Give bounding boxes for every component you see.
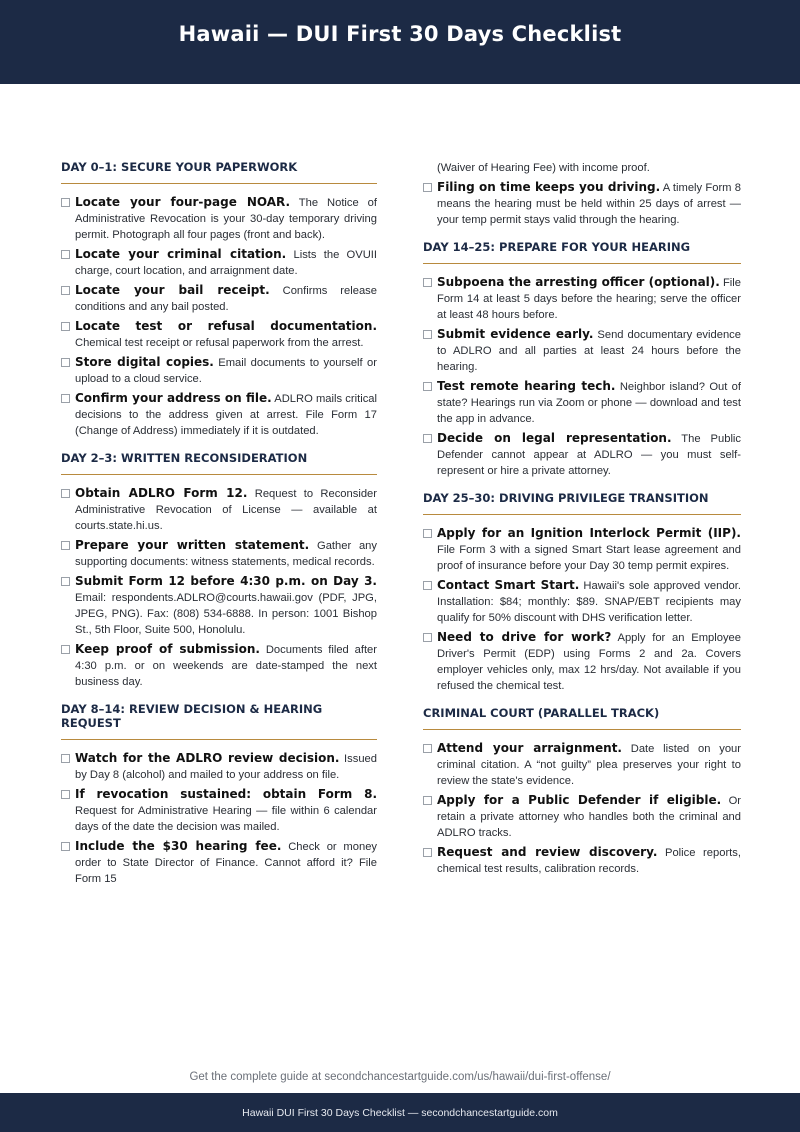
checklist-item [61,354,377,387]
item-description: Apply for an Employee Driver's Permit (EDP) using Forms 2 and 2a. Covers employer vehicles only, max 12 hrs/day. Not available if you refused the chemical test. [437,632,741,692]
checkbox-icon[interactable] [423,848,432,857]
item-title: Obtain ADLRO Form 12. [75,486,248,500]
checklist-item [61,282,377,315]
checkbox-icon[interactable] [423,744,432,753]
checklist-item [423,577,741,626]
checkbox-icon[interactable] [423,278,432,287]
checkbox-icon[interactable] [423,183,432,192]
item-title: If revocation sustained: obtain Form 8. [75,787,377,801]
item-title: Confirm your address on file. [75,391,272,405]
checklist-item [61,194,377,243]
checkbox-icon[interactable] [61,645,70,654]
section-title: DAY 25–30: DRIVING PRIVILEGE TRANSITION [423,491,741,515]
item-title: Locate test or refusal documentation. [75,319,377,333]
guide-link[interactable]: Get the complete guide at secondchancestartguide.com/us/hawaii/dui-first-offense/ [189,1071,611,1083]
item-title: Filing on time keeps you driving. [437,180,661,194]
checklist-item [61,390,377,439]
checkbox-icon[interactable] [61,754,70,763]
checklist-item [423,378,741,427]
checklist-item [61,641,377,690]
checklist-item [61,750,377,783]
checkbox-icon[interactable] [423,529,432,538]
checklist-item [423,740,741,789]
item-description: The Notice of Administrative Revocation is your 30-day temporary driving permit. Photograph all four pages (front and back). [75,197,377,241]
checkbox-icon[interactable] [61,790,70,799]
checklist-section [61,160,377,439]
item-title: Test remote hearing tech. [437,379,616,393]
item-description: Date listed on your criminal citation. A “not guilty” plea preserves your right to review the state's evidence. [437,743,741,787]
item-description: Check or money order to State Director of Finance. Cannot afford it? File Form 15 [75,841,378,885]
section-title: CRIMINAL COURT (PARALLEL TRACK) [423,706,741,730]
item-title: Apply for a Public Defender if eligible. [437,793,722,807]
checkbox-icon[interactable] [423,581,432,590]
item-description: Hawaii's sole approved vendor. Installation: $84; monthly: $89. SNAP/EBT recipients may qualify for 50% discount with DHS verification letter. [437,580,741,624]
checkbox-icon[interactable] [61,286,70,295]
item-title: Locate your bail receipt. [75,283,270,297]
checkbox-icon[interactable] [423,434,432,443]
item-title: Locate your four-page NOAR. [75,195,291,209]
checklist-item [423,844,741,877]
page-header [0,0,800,84]
item-description: ADLRO mails critical decisions to the address given at arrest. File Form 17 (Change of Address) immediately if it is outdated. [75,393,378,437]
checkbox-icon[interactable] [61,198,70,207]
checkbox-icon[interactable] [423,796,432,805]
checklist-section [61,702,377,887]
item-description: Request to Reconsider Administrative Revocation of License — available at courts.state.hi.us. [75,488,377,532]
section-title: DAY 14–25: PREPARE FOR YOUR HEARING [423,240,741,264]
checklist-section [61,451,377,690]
checklist-section [423,491,741,694]
continued-text: (Waiver of Hearing Fee) with income proof. [437,162,650,174]
right-column [423,160,741,899]
checkbox-icon[interactable] [61,541,70,550]
checklist-item [61,246,377,279]
checkbox-icon[interactable] [61,358,70,367]
item-title: Subpoena the arresting officer (optional). [437,275,720,289]
checklist-section [423,240,741,479]
item-title: Need to drive for work? [437,630,612,644]
item-description: Email: respondents.ADLRO@courts.hawaii.gov (PDF, JPG, JPEG, PNG). Fax: (808) 534-6888. In person: 1001 Bishop St., 5th Floor, Suite 500, Honolulu. [75,592,377,636]
item-description: A timely Form 8 means the hearing must be held within 25 days of arrest — your temp permit stays valid through the hearing. [437,182,741,226]
checklist-item [423,326,741,375]
checkbox-icon[interactable] [61,250,70,259]
checkbox-icon[interactable] [61,577,70,586]
item-title: Apply for an Ignition Interlock Permit (IIP). [437,526,741,540]
item-description: Chemical test receipt or refusal paperwork from the arrest. [75,337,364,349]
item-description: Lists the OVUII charge, court location, and arraignment date. [75,249,377,277]
item-description: Neighbor island? Out of state? Hearings run via Zoom or phone — download and test the app in advance. [437,381,741,425]
item-title: Locate your criminal citation. [75,247,287,261]
section-title: DAY 8–14: REVIEW DECISION & HEARING REQUEST [61,702,377,740]
item-description: Gather any supporting documents: witness statements, medical records. [75,540,377,568]
item-title: Prepare your written statement. [75,538,310,552]
item-description: Issued by Day 8 (alcohol) and mailed to your address on file. [75,753,377,781]
checkbox-icon[interactable] [423,382,432,391]
checkbox-icon[interactable] [61,394,70,403]
checklist-item [423,179,741,228]
item-title: Store digital copies. [75,355,214,369]
footer-text: Hawaii DUI First 30 Days Checklist — secondchancestartguide.com [242,1106,558,1119]
item-title: Request and review discovery. [437,845,658,859]
item-description: Request for Administrative Hearing — file within 6 calendar days of the date the decision was mailed. [75,805,377,833]
left-column [61,160,377,899]
checklist-item [61,537,377,570]
checklist-item [423,430,741,479]
item-description: The Public Defender cannot appear at ADLRO — you must self-represent or hire a private attorney. [437,433,742,477]
checklist-item [61,573,377,638]
checklist-item [423,629,741,694]
item-description: Send documentary evidence to ADLRO and all parties at least 24 hours before the hearing. [437,329,741,373]
item-description: File Form 3 with a signed Smart Start lease agreement and proof of insurance before your Day 30 temp permit expires. [437,544,741,572]
item-title: Contact Smart Start. [437,578,580,592]
checklist-columns [61,160,741,899]
item-description: Or retain a private attorney who handles both the criminal and ADLRO tracks. [437,795,741,839]
checkbox-icon[interactable] [61,842,70,851]
item-description: Email documents to yourself or upload to a cloud service. [75,357,377,385]
item-description: Confirms release conditions and any bail posted. [75,285,377,313]
checklist-section [423,179,741,228]
checklist-item [423,792,741,841]
checkbox-icon[interactable] [423,633,432,642]
item-title: Attend your arraignment. [437,741,622,755]
checklist-item [61,786,377,835]
checkbox-icon[interactable] [423,330,432,339]
item-title: Include the $30 hearing fee. [75,839,282,853]
item-description: File Form 14 at least 5 days before the hearing; serve the officer at least 48 hours before. [437,277,741,321]
checklist-item [61,838,377,887]
checkbox-icon[interactable] [61,489,70,498]
checklist-item [423,274,741,323]
item-description: Police reports, chemical test results, calibration records. [437,847,741,875]
checklist-item [423,525,741,574]
checklist-item [61,318,377,351]
page-title: Hawaii — DUI First 30 Days Checklist [178,22,622,46]
checkbox-icon[interactable] [61,322,70,331]
item-title: Keep proof of submission. [75,642,260,656]
footer-bar [0,1093,800,1132]
item-title: Submit evidence early. [437,327,594,341]
item-title: Submit Form 12 before 4:30 p.m. on Day 3. [75,574,377,588]
checklist-section [423,706,741,877]
section-title: DAY 2–3: WRITTEN RECONSIDERATION [61,451,377,475]
item-description: Documents filed after 4:30 p.m. or on weekends are date-stamped the next business day. [75,644,377,688]
item-title: Decide on legal representation. [437,431,672,445]
checklist-item [61,485,377,534]
item-title: Watch for the ADLRO review decision. [75,751,340,765]
section-title: DAY 0–1: SECURE YOUR PAPERWORK [61,160,377,184]
